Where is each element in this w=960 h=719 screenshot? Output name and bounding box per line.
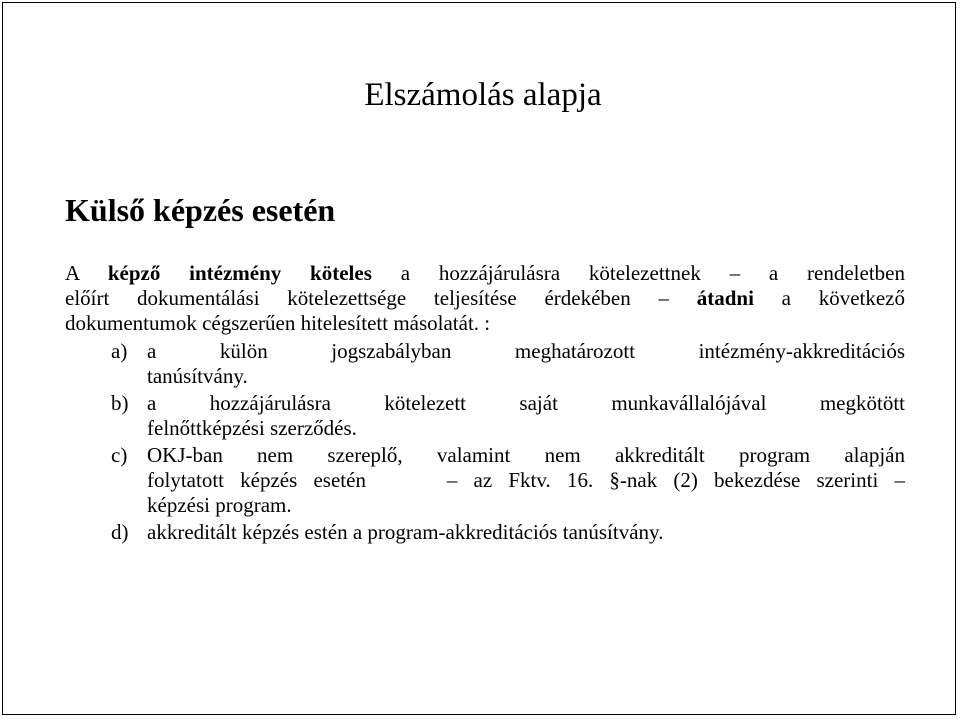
list-item-line: folytatott képzés esetén – az Fktv. 16. §-nak (2) bekezdése szerinti – [147, 468, 905, 492]
list-item-line: a külön jogszabályban meghatározott intézmény-akkreditációs [147, 339, 905, 363]
slide-body [65, 261, 905, 547]
list-marker: a) [111, 339, 128, 363]
list-item [65, 520, 905, 545]
intro-text: előírt dokumentálási kötelezettsége teljesítése érdekében – [65, 286, 697, 310]
intro-text: dokumentumok cégszerűen hitelesített másolatát. : [65, 311, 491, 335]
list-item-line: a hozzájárulásra kötelezett saját munkavállalójával megkötött [147, 391, 905, 415]
list-item-line: akkreditált képzés estén a program-akkreditációs tanúsítvány. [147, 520, 664, 544]
list-item-line: képzési program. [147, 493, 292, 517]
list-item-line: tanúsítvány. [147, 364, 248, 388]
intro-line-3 [65, 311, 905, 336]
intro-bold-text: átadni [696, 286, 754, 310]
intro-text: a hozzájárulásra kötelezettnek – a rendeletben [371, 261, 905, 285]
intro-line-1 [65, 261, 905, 286]
list-item-text [147, 520, 905, 545]
list-item [65, 391, 905, 441]
intro-paragraph [65, 261, 905, 336]
intro-line-2 [65, 286, 905, 311]
slide-title: Elszámolás alapja [364, 77, 602, 113]
section-heading: Külső képzés esetén [65, 192, 336, 228]
list-marker: d) [111, 520, 129, 544]
list-item-text [147, 391, 905, 441]
list-item-text [147, 339, 905, 389]
intro-text: a következő [753, 286, 905, 310]
list-item-line: felnőttképzési szerződés. [147, 416, 357, 440]
document-list [65, 339, 905, 545]
list-item [65, 339, 905, 389]
intro-text: A [65, 261, 108, 285]
list-marker: c) [111, 443, 128, 467]
list-item-text [147, 443, 905, 518]
list-item-line: OKJ-ban nem szereplő, valamint nem akkreditált program alapján [147, 443, 905, 467]
list-marker: b) [111, 391, 129, 415]
list-item [65, 443, 905, 518]
slide-frame [2, 2, 956, 715]
intro-bold-text: képző intézmény köteles [107, 261, 372, 285]
